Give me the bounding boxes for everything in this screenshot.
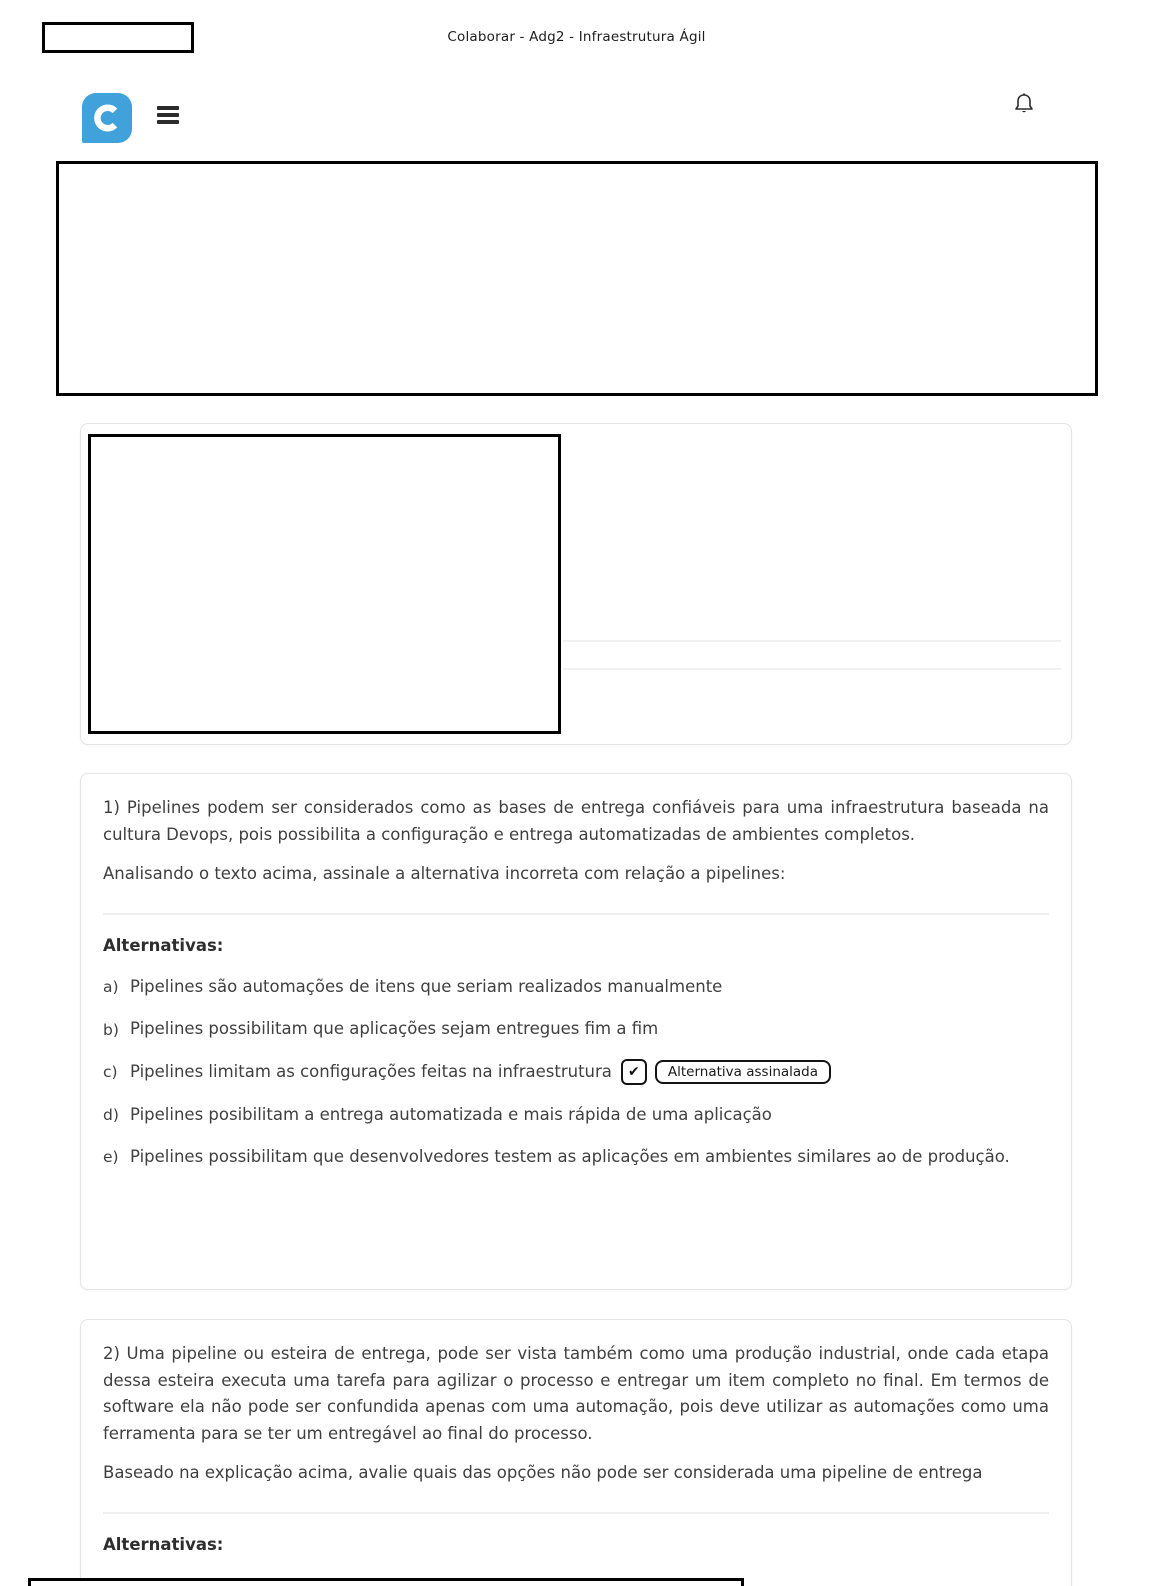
option-letter: b): [103, 1020, 119, 1039]
option-d[interactable]: [103, 1102, 1049, 1129]
colaborar-c-icon: [90, 101, 124, 135]
menu-bar: [157, 113, 179, 117]
redacted-content-box: [28, 1578, 744, 1586]
option-letter: a): [103, 978, 119, 997]
list-divider: [563, 640, 1061, 642]
option-text: Pipelines são automações de itens que seriam realizados manualmente: [130, 976, 723, 996]
option-text: Pipelines limitam as configurações feitas na infraestrutura: [130, 1061, 612, 1081]
question-card-1: [80, 773, 1072, 1290]
option-a[interactable]: [103, 974, 1049, 1001]
option-text: Pipelines posibilitam a entrega automatizada e mais rápida de uma aplicação: [130, 1104, 772, 1124]
list-divider: [563, 668, 1061, 670]
menu-bar: [157, 106, 179, 110]
redacted-content-box: [56, 161, 1098, 396]
question-card-2: [80, 1319, 1072, 1586]
alternatives-label: Alternativas:: [103, 1534, 224, 1554]
checkmark-icon[interactable]: ✔: [621, 1059, 647, 1085]
colaborar-logo[interactable]: [82, 93, 132, 143]
window-title: Colaborar - Adg2 - Infraestrutura Ágil: [447, 29, 706, 45]
question-prompt: Baseado na explicação acima, avalie quais das opções não pode ser considerada uma pipeline de entrega: [103, 1463, 983, 1483]
option-letter: c): [103, 1063, 118, 1082]
menu-icon[interactable]: [157, 106, 179, 124]
divider: [103, 913, 1049, 915]
info-card: [80, 423, 1072, 745]
selected-answer-badge: Alternativa assinalada: [655, 1060, 831, 1084]
option-b[interactable]: [103, 1016, 1049, 1043]
options-list: [103, 974, 1049, 1171]
option-text: Pipelines possibilitam que desenvolvedores testem as aplicações em ambientes similares ao de produção.: [130, 1147, 1010, 1167]
option-e[interactable]: [103, 1144, 1049, 1171]
option-letter: e): [103, 1148, 119, 1167]
alternatives-label: Alternativas:: [103, 935, 224, 955]
divider: [103, 1512, 1049, 1514]
option-text: Pipelines possibilitam que aplicações sejam entregues fim a fim: [130, 1019, 659, 1039]
question-prompt: Analisando o texto acima, assinale a alternativa incorreta com relação a pipelines:: [103, 864, 786, 884]
redacted-content-box: [88, 434, 561, 734]
bell-icon[interactable]: [1011, 91, 1037, 119]
option-letter: d): [103, 1105, 119, 1124]
question-text: 2) Uma pipeline ou esteira de entrega, pode ser vista também como uma produção industrial, onde cada etapa dessa esteira executa uma tarefa para agilizar o processo e entregar um item completo no final. Em termos de software ela não pode ser confundida apenas com uma automação, pois deve utilizar as automações como uma ferramenta para se ter um entregável ao final do processo.: [103, 1344, 1049, 1443]
question-text: 1) Pipelines podem ser considerados como as bases de entrega confiáveis para uma infraestrutura baseada na cultura Devops, pois possibilita a configuração e entrega automatizadas de ambientes completos.: [103, 798, 1049, 844]
option-c-selected[interactable]: [103, 1059, 1049, 1086]
menu-bar: [157, 120, 179, 124]
